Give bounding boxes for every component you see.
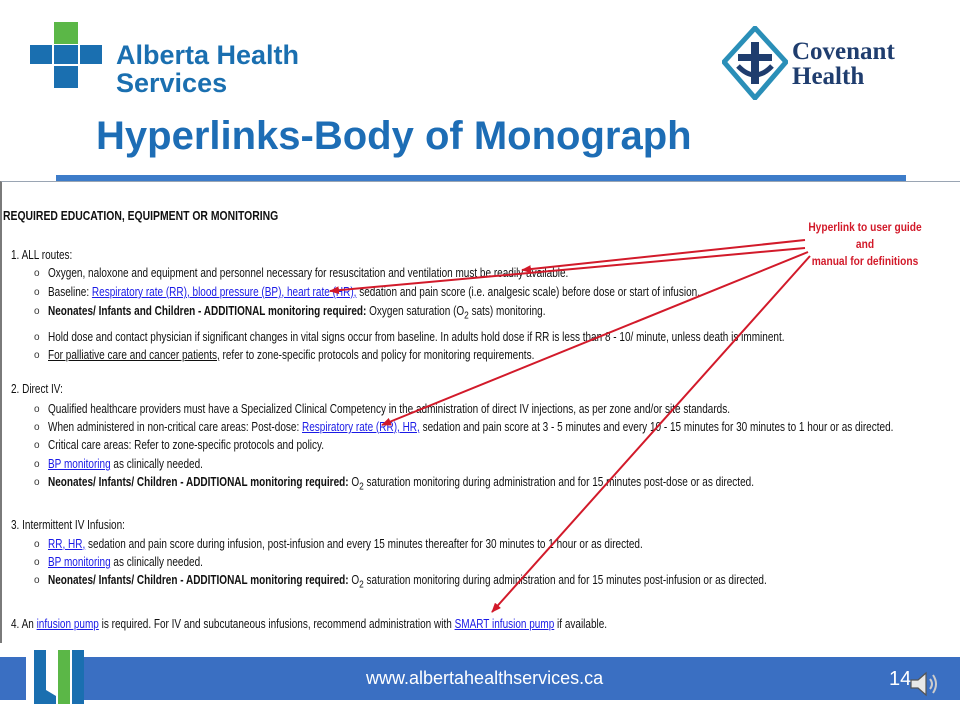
link-palliative-care[interactable]: For palliative care and cancer patients,: [48, 348, 220, 362]
doc-heading: REQUIRED EDUCATION, EQUIPMENT OR MONITORING: [3, 208, 279, 223]
s2-item-2: [48, 420, 893, 434]
covenant-cross-icon: [722, 26, 788, 100]
s3-item-3: [48, 573, 767, 591]
s2-item-5-suffix: saturation monitoring during administration and for 15 minutes post-dose or as directed.: [363, 475, 754, 489]
s1-item-5: [48, 348, 534, 362]
subscript-2: 2: [464, 310, 469, 322]
covenant-name-line1: Covenant: [792, 38, 895, 65]
s2-item-1: Qualified healthcare providers must have a Specialized Clinical Competency in the administration of direct IV injections, as per zone and/or site standards.: [48, 402, 731, 416]
s4-middle: is required. For IV and subcutaneous infusions, recommend administration with: [98, 617, 455, 631]
bullet-marker: o: [34, 332, 40, 343]
subscript-2: 2: [359, 481, 364, 493]
section-4-text: [11, 617, 607, 631]
bullet-marker: o: [34, 440, 40, 451]
bullet-marker: o: [34, 539, 40, 550]
hyperlink-callout: [801, 219, 929, 270]
s3-item-1: [48, 537, 643, 551]
section-3-title: 3. Intermittent IV Infusion:: [11, 518, 125, 532]
link-infusion-pump[interactable]: infusion pump: [36, 617, 99, 631]
bullet-marker: o: [34, 477, 40, 488]
link-respiratory-rate[interactable]: Respiratory rate (RR), HR,: [302, 420, 420, 434]
section-2-title: 2. Direct IV:: [11, 382, 63, 396]
section-1-title: 1. ALL routes:: [11, 248, 73, 262]
s1-item-5-suffix: refer to zone-specific protocols and policy for monitoring requirements.: [219, 348, 535, 362]
s3-item-3-suffix: saturation monitoring during administration and for 15 minutes post-infusion or as directed.: [363, 573, 767, 587]
covenant-name-line2: Health: [792, 63, 865, 90]
page-number: 14: [889, 668, 912, 690]
link-bp-monitoring[interactable]: BP monitoring: [48, 555, 111, 569]
s3-item-3-text: O: [348, 573, 360, 587]
s1-item-2-prefix: Baseline:: [48, 285, 92, 299]
bullet-marker: o: [34, 557, 40, 568]
slide-title: Hyperlinks-Body of Monograph: [96, 114, 692, 158]
s1-item-2-suffix: sedation and pain score (i.e. analgesic scale) before dose or start of infusion.: [356, 285, 700, 299]
ahs-footer-mark-icon: [26, 650, 84, 704]
link-bp-monitoring[interactable]: BP monitoring: [48, 457, 111, 471]
link-vital-signs[interactable]: Respiratory rate (RR), blood pressure (BP), heart rate (HR),: [91, 285, 357, 299]
footer-url[interactable]: www.albertahealthservices.ca: [366, 668, 604, 688]
s4-suffix: if available.: [554, 617, 608, 631]
s3-item-1-suffix: sedation and pain score during infusion, post-infusion and every 15 minutes thereafter for 30 minutes to 1 hour or as directed.: [85, 537, 643, 551]
ahs-logo: [30, 22, 300, 102]
bullet-marker: o: [34, 404, 40, 415]
s1-item-3-suffix: sats) monitoring.: [468, 304, 546, 318]
bullet-marker: o: [34, 422, 40, 433]
s2-item-4-suffix: as clinically needed.: [110, 457, 203, 471]
s2-item-5: [48, 475, 754, 493]
callout-line-2: manual for definitions: [811, 254, 919, 268]
s1-item-2: [48, 285, 700, 299]
s2-item-3: Critical care areas: Refer to zone-specific protocols and policy.: [48, 438, 325, 452]
ahs-name-line2: Services: [116, 68, 228, 98]
s1-item-4: Hold dose and contact physician if significant changes in vital signs occur from baseline. In adults hold dose if RR is less than 8 - 10/ minute, unless death is imminent.: [48, 330, 785, 344]
link-rr-hr[interactable]: RR, HR,: [48, 537, 86, 551]
subscript-2: 2: [359, 579, 364, 591]
s4-prefix: 4. An: [11, 617, 37, 631]
bullet-marker: o: [34, 459, 40, 470]
bullet-marker: o: [34, 350, 40, 361]
ahs-cross-icon: [30, 22, 110, 102]
s1-item-3-text: Oxygen saturation (O: [366, 304, 465, 318]
s3-item-2-suffix: as clinically needed.: [110, 555, 203, 569]
ahs-name-line1: Alberta Health: [116, 40, 300, 70]
bullet-marker: o: [34, 575, 40, 586]
s2-item-5-bold: Neonates/ Infants/ Children - ADDITIONAL monitoring required:: [48, 475, 349, 489]
s3-item-3-bold: Neonates/ Infants/ Children - ADDITIONAL monitoring required:: [48, 573, 349, 587]
s2-item-2-prefix: When administered in non-critical care areas: Post-dose:: [48, 420, 303, 434]
link-smart-infusion-pump[interactable]: SMART infusion pump: [454, 617, 555, 631]
bullet-marker: o: [34, 287, 40, 298]
bullet-marker: o: [34, 268, 40, 279]
bullet-marker: o: [34, 306, 40, 317]
s2-item-4: [48, 457, 203, 471]
s3-item-2: [48, 555, 203, 569]
covenant-logo: [722, 26, 932, 104]
s1-item-3: [48, 304, 546, 322]
s1-item-1: Oxygen, naloxone and equipment and personnel necessary for resuscitation and ventilation must be readily available.: [48, 266, 569, 280]
s2-item-2-suffix: sedation and pain score at 3 - 5 minutes and every 10 - 15 minutes for 30 minutes to 1 hour or as directed.: [419, 420, 894, 434]
s1-item-3-bold: Neonates/ Infants and Children - ADDITIONAL monitoring required:: [48, 304, 367, 318]
callout-line-1: Hyperlink to user guide and: [808, 220, 922, 251]
s2-item-5-text: O: [348, 475, 360, 489]
speaker-icon[interactable]: [908, 670, 940, 698]
